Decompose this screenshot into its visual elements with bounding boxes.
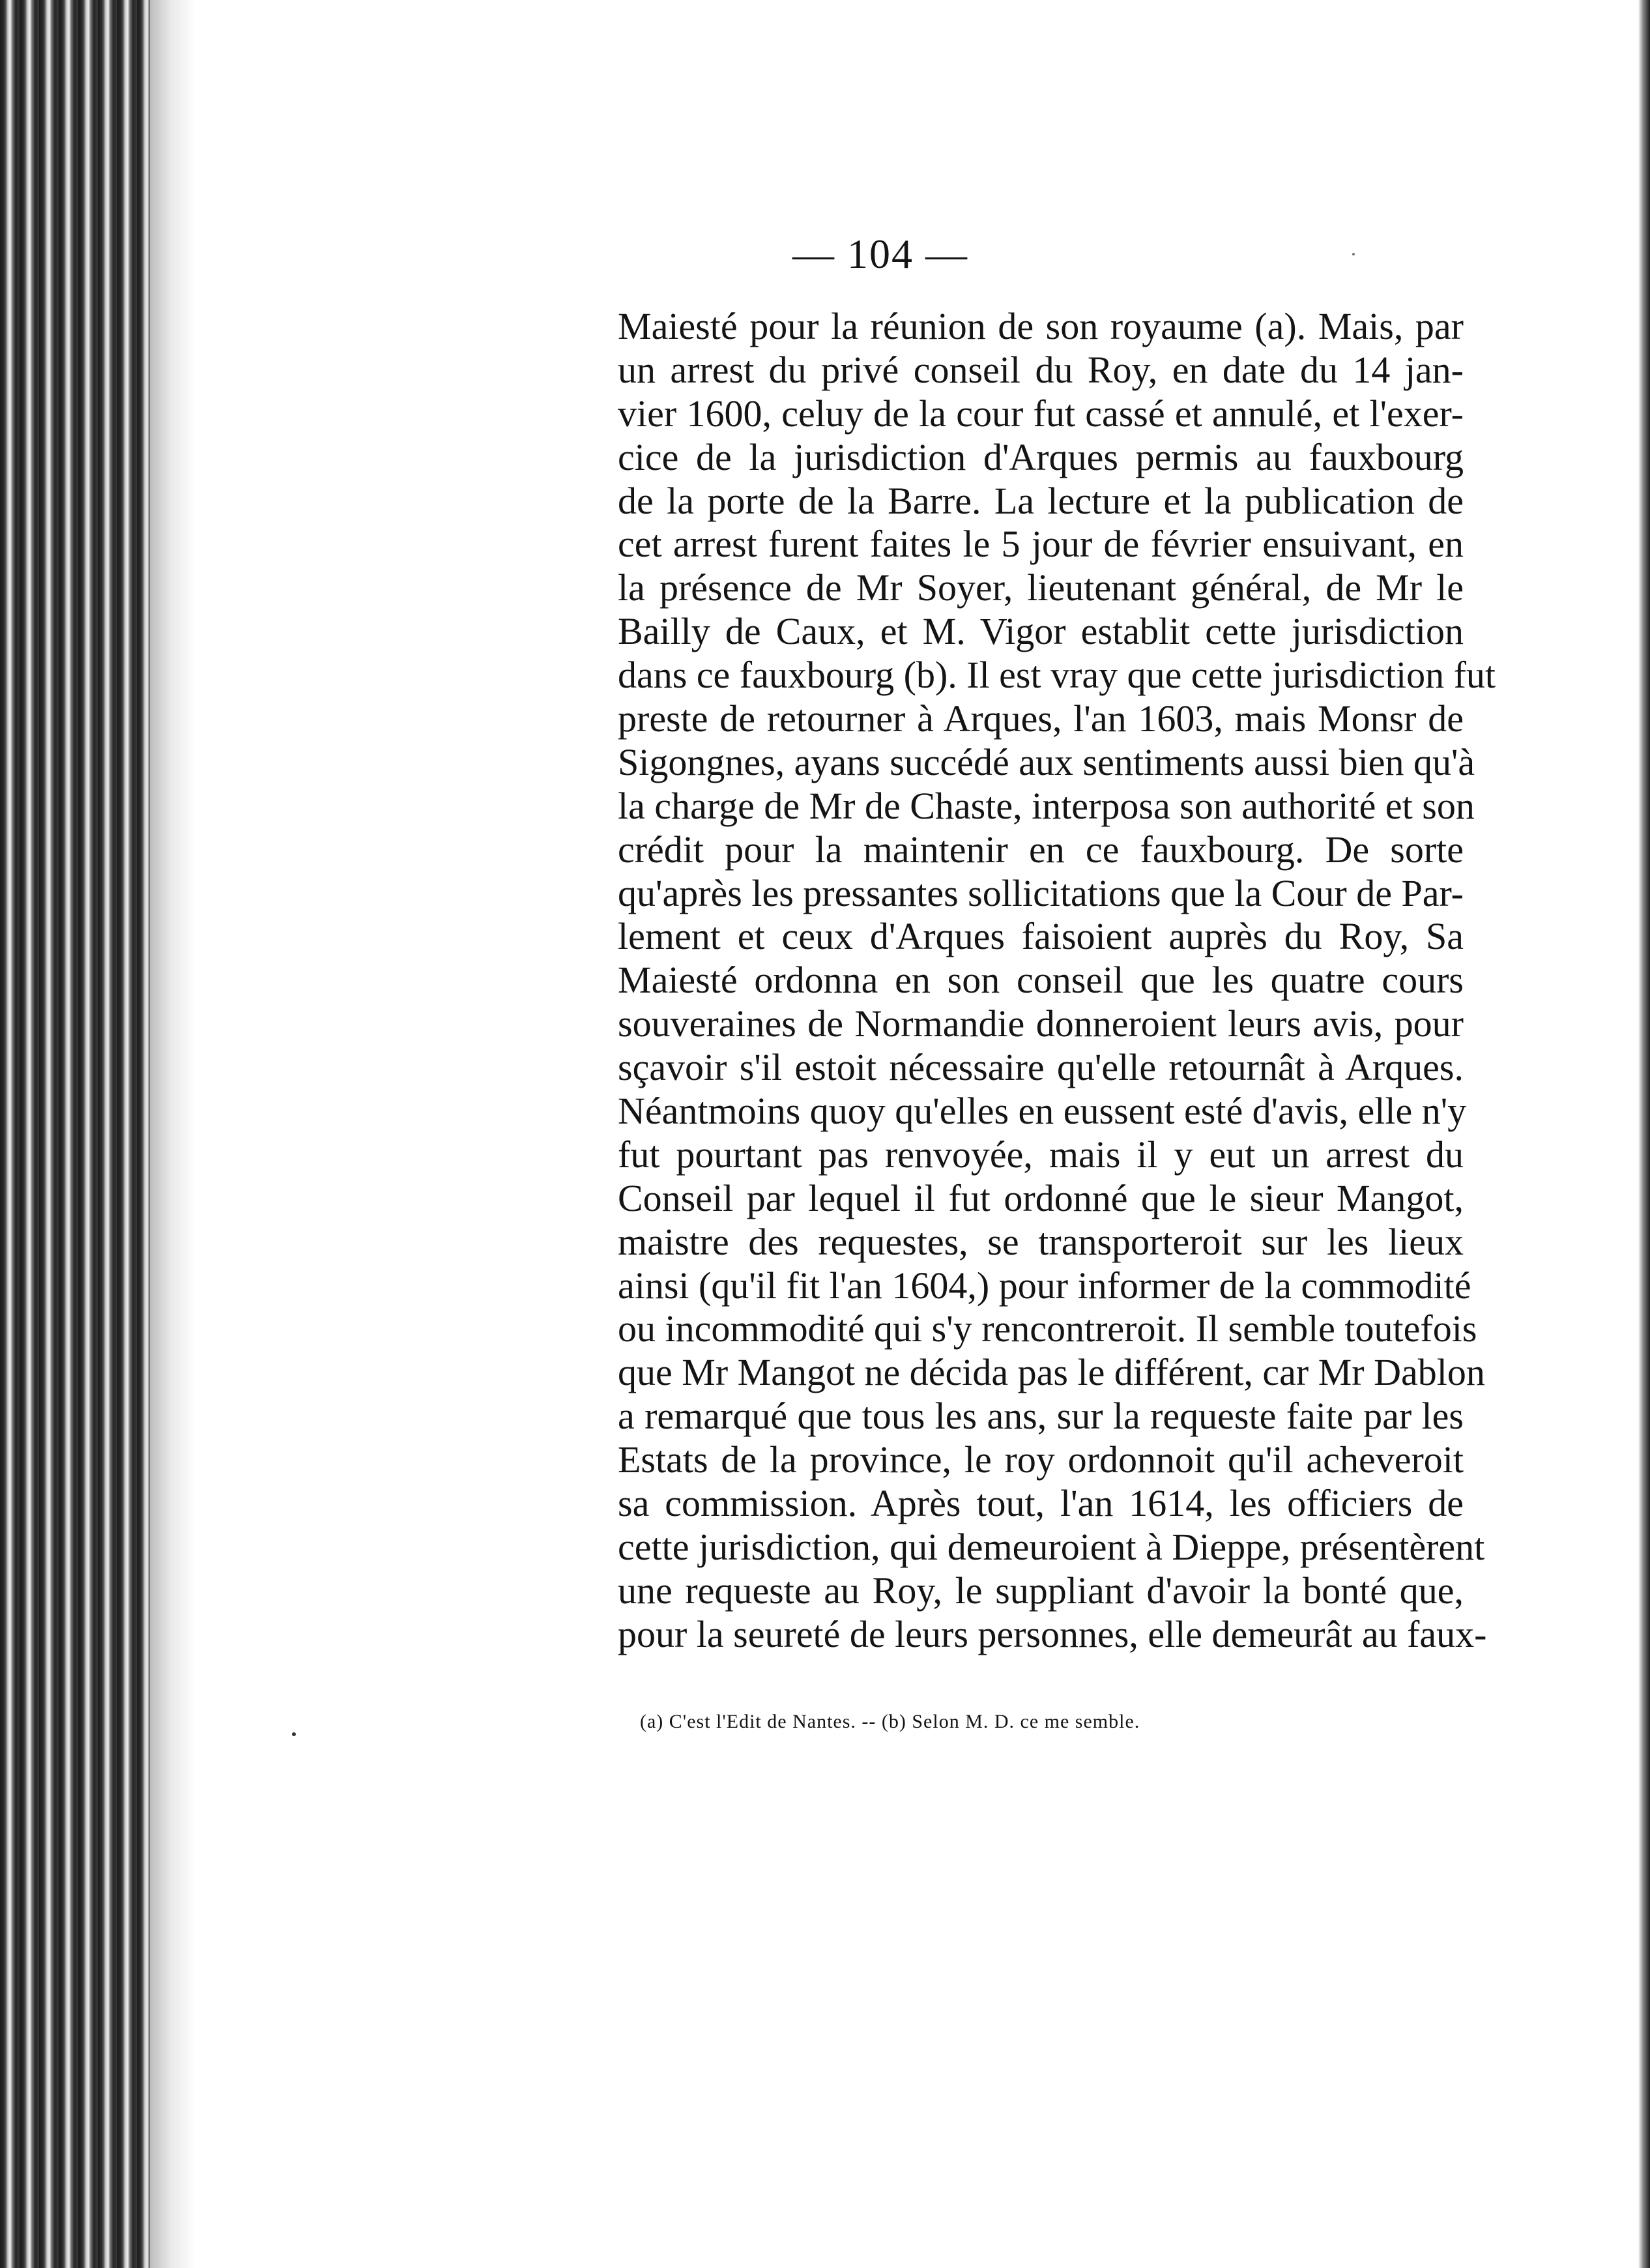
- text-line: maistre des requestes, se transporteroit sur les lieux: [618, 1220, 1464, 1263]
- text-line: Maiesté pour la réunion de son royaume (a). Mais, par: [618, 305, 1464, 347]
- text-line: sa commission. Après tout, l'an 1614, les officiers de: [618, 1482, 1464, 1525]
- footnotes: (a) C'est l'Edit de Nantes. -- (b) Selon M. D. ce me semble.: [640, 1711, 1140, 1732]
- page-right-edge: [1638, 0, 1650, 2268]
- text-line: cice de la jurisdiction d'Arques permis au fauxbourg: [618, 435, 1464, 478]
- text-line: sçavoir s'il estoit nécessaire qu'elle retournât à Arques.: [618, 1046, 1464, 1089]
- text-line: vier 1600, celuy de la cour fut cassé et annulé, et l'exer-: [618, 392, 1464, 435]
- text-line: dans ce fauxbourg (b). Il est vray que cette jurisdiction fut: [618, 654, 1496, 697]
- page-number: [0, 228, 1650, 280]
- book-binding-edge: [0, 0, 195, 2268]
- text-line: fut pourtant pas renvoyée, mais il y eut un arrest du: [618, 1133, 1464, 1176]
- text-line: crédit pour la maintenir en ce fauxbourg. De sorte: [618, 828, 1464, 871]
- text-line: cet arrest furent faites le 5 jour de février ensuivant, en: [618, 523, 1464, 566]
- text-line: Estats de la province, le roy ordonnoit qu'il acheveroit: [618, 1438, 1464, 1481]
- text-line: Conseil par lequel il fut ordonné que le sieur Mangot,: [618, 1176, 1464, 1219]
- text-line: ainsi (qu'il fit l'an 1604,) pour informer de la commodité: [618, 1264, 1471, 1307]
- text-line: souveraines de Normandie donneroient leurs avis, pour: [618, 1002, 1464, 1045]
- text-line: pour la seureté de leurs personnes, elle demeurât au faux-: [618, 1612, 1487, 1655]
- text-line: de la porte de la Barre. La lecture et la publication de: [618, 479, 1464, 522]
- text-line: qu'après les pressantes sollicitations que la Cour de Par-: [618, 871, 1464, 914]
- scan-speck: [1352, 253, 1355, 255]
- body-text: [618, 305, 1496, 1657]
- text-line: la présence de Mr Soyer, lieutenant général, de Mr le: [618, 566, 1464, 609]
- text-line: a remarqué que tous les ans, sur la requeste faite par les: [618, 1395, 1464, 1438]
- text-line: preste de retourner à Arques, l'an 1603, mais Monsr de: [618, 697, 1464, 740]
- text-line: Sigongnes, ayans succédé aux sentiments aussi bien qu'à: [618, 740, 1475, 783]
- text-line: cette jurisdiction, qui demeuroient à Dieppe, présentèrent: [618, 1525, 1485, 1568]
- text-line: lement et ceux d'Arques faisoient auprès du Roy, Sa: [618, 915, 1464, 958]
- text-line: la charge de Mr de Chaste, interposa son authorité et son: [618, 784, 1475, 827]
- text-line: Néantmoins quoy qu'elles en eussent esté d'avis, elle n'y: [618, 1090, 1467, 1133]
- text-line: un arrest du privé conseil du Roy, en date du 14 jan-: [618, 348, 1464, 391]
- text-line: une requeste au Roy, le suppliant d'avoir la bonté que,: [618, 1569, 1464, 1612]
- text-line: ou incommodité qui s'y rencontreroit. Il semble toutefois: [618, 1307, 1477, 1350]
- scan-speck: [292, 1732, 296, 1736]
- text-line: que Mr Mangot ne décida pas le différent, car Mr Dablon: [618, 1351, 1485, 1394]
- text-line: Bailly de Caux, et M. Vigor establit cette jurisdiction: [618, 610, 1464, 653]
- page-number-text: — 104 —: [792, 231, 968, 277]
- text-line: Maiesté ordonna en son conseil que les quatre cours: [618, 959, 1464, 1002]
